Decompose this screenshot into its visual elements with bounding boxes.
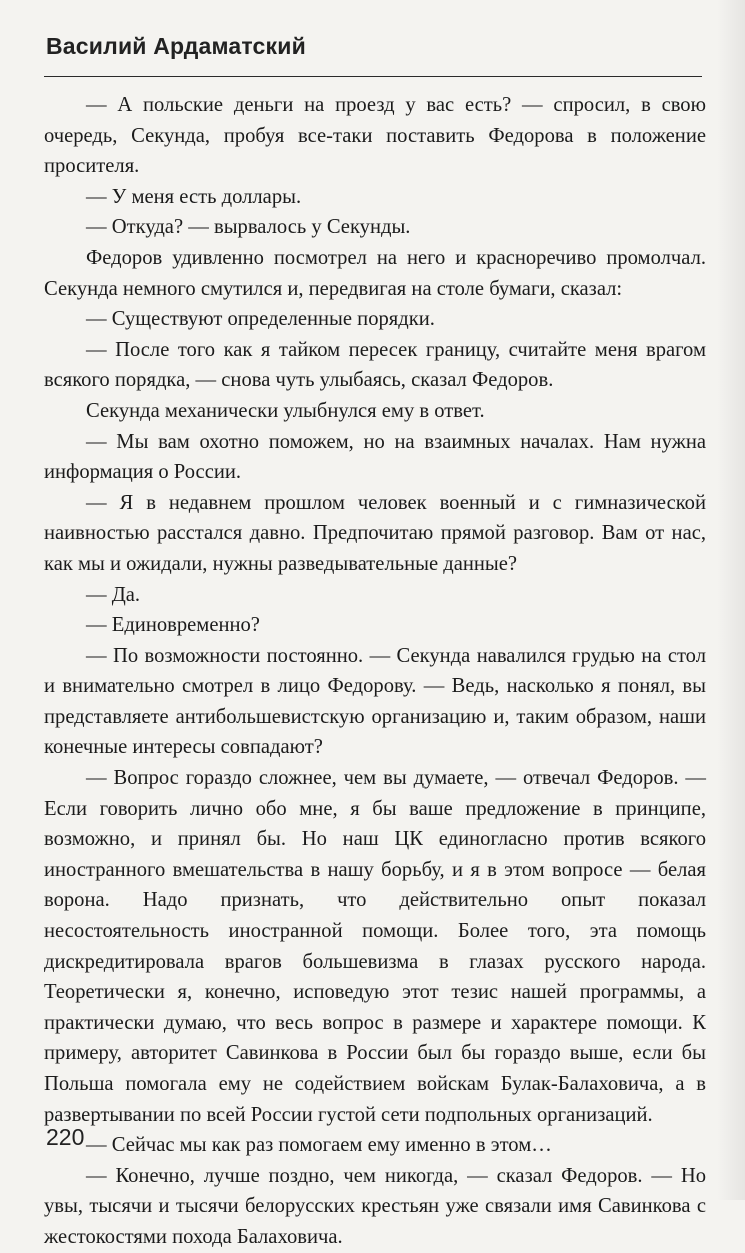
page-edge-shadow [717, 0, 745, 1200]
body-text [44, 90, 706, 1253]
paragraph: — Конечно, лучше поздно, чем никогда, — сказал Федоров. — Но увы, тысячи и тысячи белорусских крестьян уже связали имя Савинкова с жестокостями похода Балаховича. [44, 1164, 706, 1248]
paragraph: — Да. [86, 583, 141, 606]
paragraph: — По возможности постоянно. — Секунда навалился грудью на стол и внимательно смотрел в лицо Федорову. — Ведь, насколько я понял, вы представляете антибольшевистскую организацию и, таким образом, наши конечные интересы совпадают? [44, 644, 706, 759]
header-rule [44, 76, 702, 77]
paragraph: — Единовременно? [86, 614, 260, 637]
paragraph: — У меня есть доллары. [86, 185, 302, 208]
paragraph: Федоров удивленно посмотрел на него и красноречиво промолчал. Секунда немного смутился и, передвигая на столе бумаги, сказал: [44, 246, 706, 300]
paragraph: — Откуда? — вырвалось у Секунды. [86, 216, 411, 239]
paragraph: — Мы вам охотно поможем, но на взаимных началах. Нам нужна информация о России. [44, 430, 706, 484]
paragraph: — Сейчас мы как раз помогаем ему именно в этом… [86, 1134, 552, 1157]
paragraph: — А польские деньги на проезд у вас есть? — спросил, в свою очередь, Секунда, пробуя все-таки поставить Федорова в положение просителя. [44, 94, 706, 178]
page-number: 220 [46, 1124, 85, 1150]
paragraph: — После того как я тайком пересек границу, считайте меня врагом всякого порядка, — снова чуть улыбаясь, сказал Федоров. [44, 338, 706, 392]
paragraph: Секунда механически улыбнулся ему в ответ. [86, 399, 485, 422]
paragraph: — Вопрос гораздо сложнее, чем вы думаете, — отвечал Федоров. — Если говорить лично обо мне, я бы ваше предложение в принципе, возможно, и принял бы. Но наш ЦК единогласно против всякого иностранного вмешательства в нашу борьбу, и я в этом вопросе — белая ворона. Надо признать, что действительно опыт показал несостоятельность иностранной помощи. Более того, эта помощь дискредитировала врагов большевизма в глазах русского народа. Теоретически я, конечно, исповедую этот тезис нашей программы, а практически думаю, что весь вопрос в размере и характере помощи. К примеру, авторитет Савинкова в России был бы гораздо выше, если бы Польша помогала ему не содействием войскам Булак-Балаховича, а в развертывании по всей России густой сети подпольных организаций. [44, 767, 706, 1126]
running-head-author: Василий Ардаматский [46, 33, 306, 59]
paragraph: — Я в недавнем прошлом человек военный и с гимназической наивностью расстался давно. Предпочитаю прямой разговор. Вам от нас, как мы и ожидали, нужны разведывательные данные? [44, 491, 706, 575]
paragraph: — Существуют определенные порядки. [86, 308, 435, 331]
